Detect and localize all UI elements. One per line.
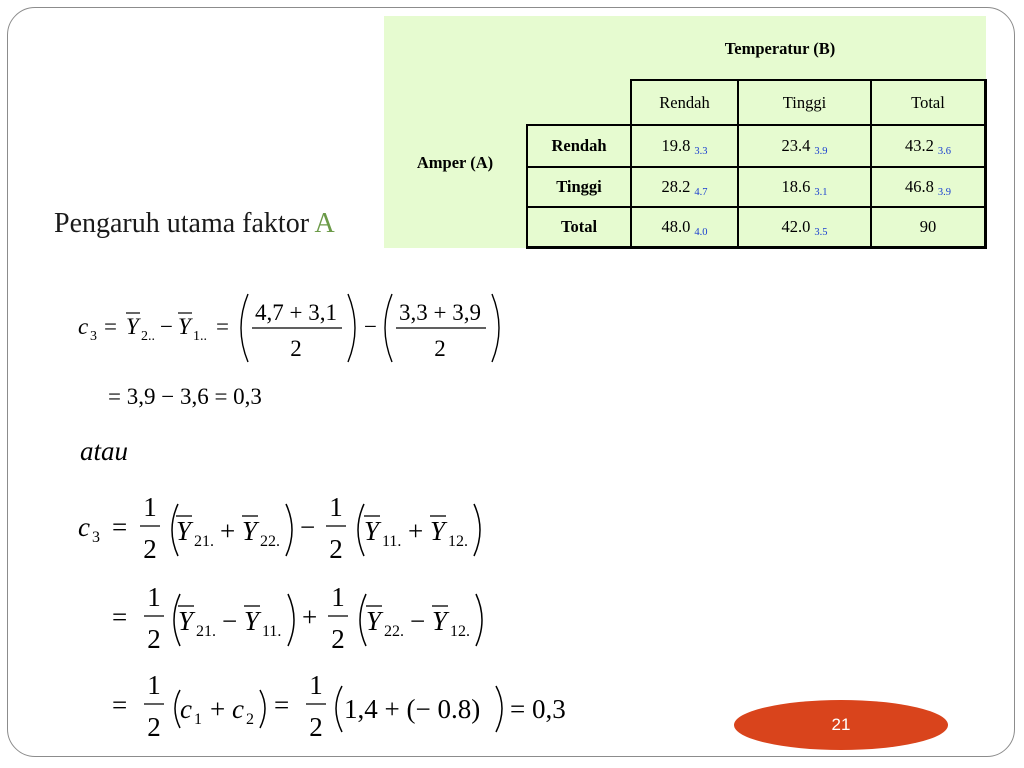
- frac-numerator: 1: [147, 670, 161, 700]
- left-paren: [385, 294, 392, 362]
- left-paren: [241, 294, 248, 362]
- equation-alt-3: [112, 662, 592, 746]
- right-paren: [348, 294, 355, 362]
- eq-operator: −: [410, 606, 426, 636]
- eq-subscript: 3: [92, 529, 100, 546]
- eq-symbol: Y: [364, 516, 380, 546]
- right-paren: [492, 294, 499, 362]
- eq-operator: =: [112, 512, 128, 542]
- eq-subscript: 12.: [450, 623, 470, 640]
- eq-symbol: Y: [242, 516, 258, 546]
- eq-symbol: c: [78, 512, 90, 542]
- right-paren: [474, 504, 480, 556]
- frac-denominator: 2: [290, 336, 302, 361]
- table-border: [984, 79, 987, 249]
- table-cell: 18.6 3.1: [781, 177, 828, 198]
- table-cell: 43.2 3.6: [905, 136, 951, 157]
- equation-result: = 3,9 − 3,6 = 0,3: [108, 384, 262, 409]
- frac-numerator: 3,3 + 3,9: [399, 300, 481, 325]
- eq-subscript: 21.: [196, 623, 216, 640]
- eq-subscript: 22.: [384, 623, 404, 640]
- eq-subscript: 3: [90, 329, 97, 344]
- equation-alt-1: [78, 484, 498, 568]
- eq-symbol: c: [180, 694, 192, 724]
- table-cell: 48.0 4.0: [661, 217, 708, 238]
- right-paren: [286, 504, 292, 556]
- table-cell: 90: [919, 217, 937, 236]
- col-header-tinggi: Tinggi: [782, 92, 827, 112]
- eq-subscript: 2: [246, 711, 254, 728]
- col-header-total: Total: [911, 92, 945, 112]
- table-cell: 46.8 3.9: [905, 177, 951, 198]
- row-label-tinggi: Tinggi: [556, 177, 602, 196]
- eq-subscript: 1: [194, 711, 202, 728]
- eq-subscript: 1..: [193, 329, 207, 344]
- eq-operator: +: [220, 516, 236, 546]
- right-paren: [476, 594, 482, 646]
- page-number: 21: [831, 715, 851, 734]
- right-paren: [260, 690, 265, 728]
- eq-symbol: c: [232, 694, 244, 724]
- eq-subscript: 12.: [448, 533, 468, 550]
- eq-operator: =: [104, 314, 117, 339]
- col-group-header: Temperatur (B): [724, 39, 836, 58]
- eq-operator: =: [112, 690, 128, 720]
- eq-result: = 0,3: [510, 694, 566, 724]
- eq-subscript: 11.: [382, 533, 402, 550]
- frac-numerator: 1: [147, 582, 161, 612]
- eq-subscript: 11.: [262, 623, 282, 640]
- frac-denominator: 2: [147, 624, 161, 654]
- eq-operator: −: [300, 512, 316, 542]
- frac-numerator: 4,7 + 3,1: [255, 300, 337, 325]
- eq-symbol: Y: [430, 516, 446, 546]
- row-label-rendah: Rendah: [551, 136, 607, 155]
- eq-symbol: Y: [178, 606, 194, 636]
- table-border: [526, 246, 986, 249]
- eq-subscript: 2..: [141, 329, 155, 344]
- eq-operator: =: [274, 690, 290, 720]
- eq-operator: −: [160, 314, 173, 339]
- factor-label: A: [314, 208, 335, 239]
- frac-denominator: 2: [147, 712, 161, 742]
- eq-symbol: Y: [244, 606, 260, 636]
- table-cell: 23.4 3.9: [781, 136, 828, 157]
- equation-main-effect: [78, 288, 508, 368]
- eq-symbol: Y: [366, 606, 382, 636]
- table-cell: 28.2 4.7: [661, 177, 708, 198]
- frac-numerator: 1: [329, 492, 343, 522]
- frac-denominator: 2: [331, 624, 345, 654]
- frac-numerator: 1: [331, 582, 345, 612]
- right-paren: [288, 594, 294, 646]
- equation-alt-2: [112, 574, 502, 658]
- eq-operator: −: [222, 606, 238, 636]
- frac-denominator: 2: [434, 336, 446, 361]
- table-cell: 42.0 3.5: [781, 217, 828, 238]
- frac-numerator: 1: [143, 492, 157, 522]
- page-number-badge: [734, 700, 948, 750]
- eq-symbol: c: [78, 314, 89, 339]
- row-group-header: Amper (A): [416, 153, 494, 172]
- frac-denominator: 2: [143, 534, 157, 564]
- table-cell: 19.8 3.3: [661, 136, 708, 157]
- eq-inner: 1,4 + (− 0.8): [344, 694, 481, 724]
- eq-operator: −: [364, 314, 377, 339]
- eq-symbol: Y: [432, 606, 448, 636]
- eq-operator: +: [210, 694, 226, 724]
- eq-operator: =: [216, 314, 229, 339]
- frac-denominator: 2: [309, 712, 323, 742]
- atau-label: atau: [80, 436, 129, 466]
- eq-symbol: Y: [126, 314, 139, 339]
- eq-symbol: Y: [176, 516, 192, 546]
- left-paren: [336, 686, 342, 732]
- eq-operator: +: [302, 602, 318, 632]
- eq-subscript: 21.: [194, 533, 214, 550]
- col-header-rendah: Rendah: [659, 92, 710, 112]
- eq-symbol: Y: [178, 314, 191, 339]
- frac-numerator: 1: [309, 670, 323, 700]
- eq-subscript: 22.: [260, 533, 280, 550]
- eq-operator: +: [408, 516, 424, 546]
- section-heading: Pengaruh utama faktor A: [54, 208, 335, 239]
- eq-operator: =: [112, 602, 128, 632]
- right-paren: [496, 686, 502, 732]
- row-label-total: Total: [560, 217, 598, 236]
- frac-denominator: 2: [329, 534, 343, 564]
